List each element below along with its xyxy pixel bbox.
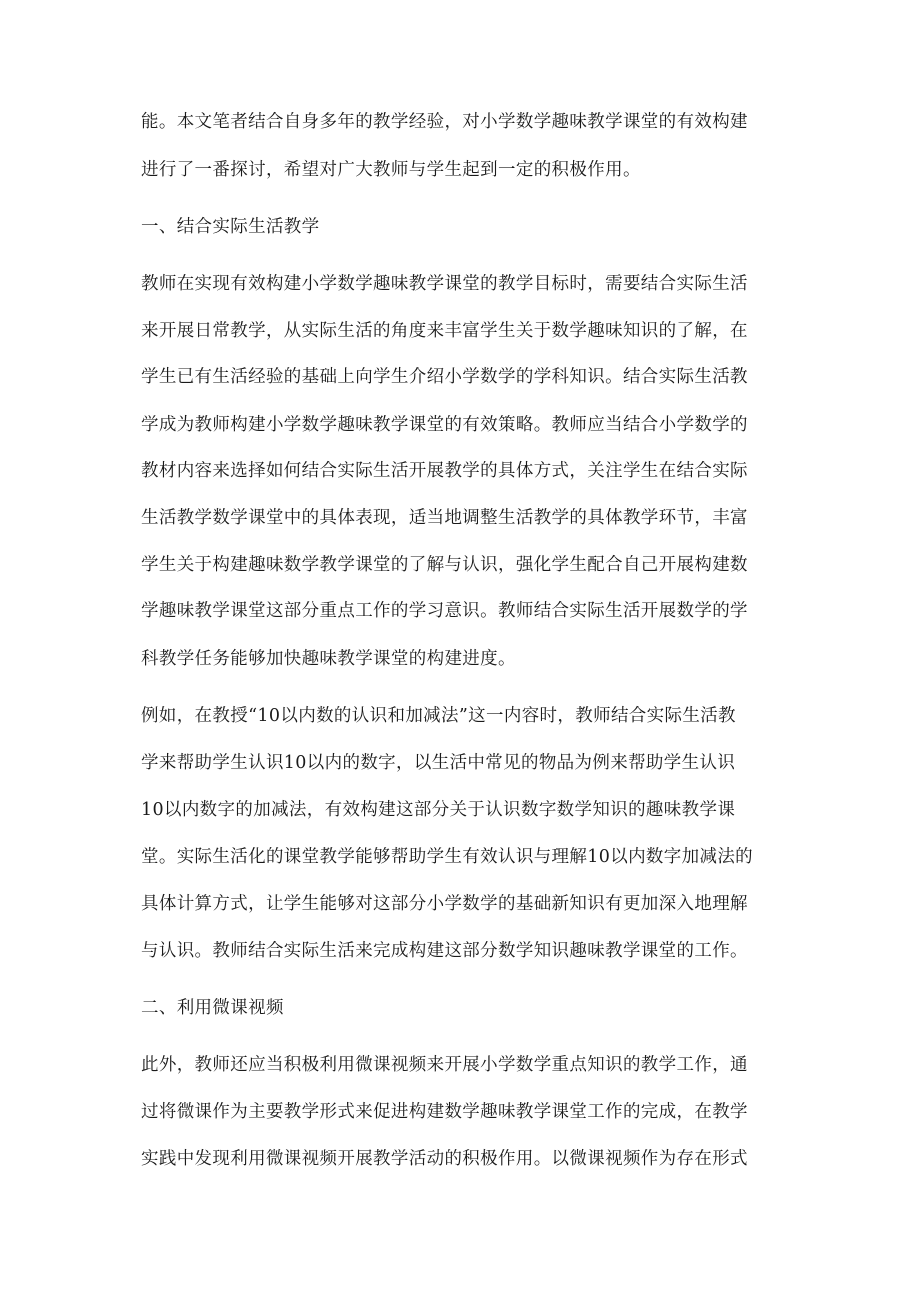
text-line: 过将微课作为主要教学形式来促进构建数学趣味教学课堂工作的完成，在教学 [141, 1102, 748, 1122]
text-line: 与认识。教师结合实际生活来完成构建这部分数学知识趣味教学课堂的工作。 [141, 941, 748, 961]
text-line: 科教学任务能够加快趣味教学课堂的构建进度。 [141, 649, 516, 669]
text-line: 学趣味教学课堂这部分重点工作的学习意识。教师结合实际生活开展数学的学 [141, 601, 748, 621]
text-line: 教师在实现有效构建小学数学趣味教学课堂的教学目标时，需要结合实际生活 [141, 274, 748, 294]
text-line: 教材内容来选择如何结合实际生活开展教学的具体方式，关注学生在结合实际 [141, 461, 748, 481]
text-line: 10以内数字的加减法，有效构建这部分关于认识数字数学知识的趣味教学课 [141, 800, 736, 820]
text-line: 此外，教师还应当积极利用微课视频来开展小学数学重点知识的教学工作，通 [141, 1055, 748, 1075]
text-line: 进行了一番探讨，希望对广大教师与学生起到一定的积极作用。 [141, 160, 641, 180]
text-line: 堂。实际生活化的课堂教学能够帮助学生有效认识与理解10以内数字加减法的 [141, 847, 754, 867]
text-line: 例如，在教授“10以内数的认识和加减法”这一内容时，教师结合实际生活教 [141, 706, 736, 726]
section-heading: 二、利用微课视频 [141, 998, 284, 1018]
text-line: 生活教学数学课堂中的具体表现，适当地调整生活教学的具体教学环节，丰富 [141, 508, 748, 528]
text-line: 能。本文笔者结合自身多年的教学经验，对小学数学趣味教学课堂的有效构建 [141, 112, 748, 132]
text-line: 具体计算方式，让学生能够对这部分小学数学的基础新知识有更加深入地理解 [141, 894, 748, 914]
text-line: 学来帮助学生认识10以内的数字，以生活中常见的物品为例来帮助学生认识 [141, 753, 736, 773]
text-line: 来开展日常教学，从实际生活的角度来丰富学生关于数学趣味知识的了解，在 [141, 321, 748, 341]
section-heading: 一、结合实际生活教学 [141, 217, 320, 237]
text-line: 学生关于构建趣味数学教学课堂的了解与认识，强化学生配合自己开展构建数 [141, 555, 748, 575]
text-line: 实践中发现利用微课视频开展教学活动的积极作用。以微课视频作为存在形式 [141, 1149, 748, 1169]
text-line: 学生已有生活经验的基础上向学生介绍小学数学的学科知识。结合实际生活教 [141, 367, 748, 387]
text-line: 学成为教师构建小学数学趣味教学课堂的有效策略。教师应当结合小学数学的 [141, 415, 748, 435]
